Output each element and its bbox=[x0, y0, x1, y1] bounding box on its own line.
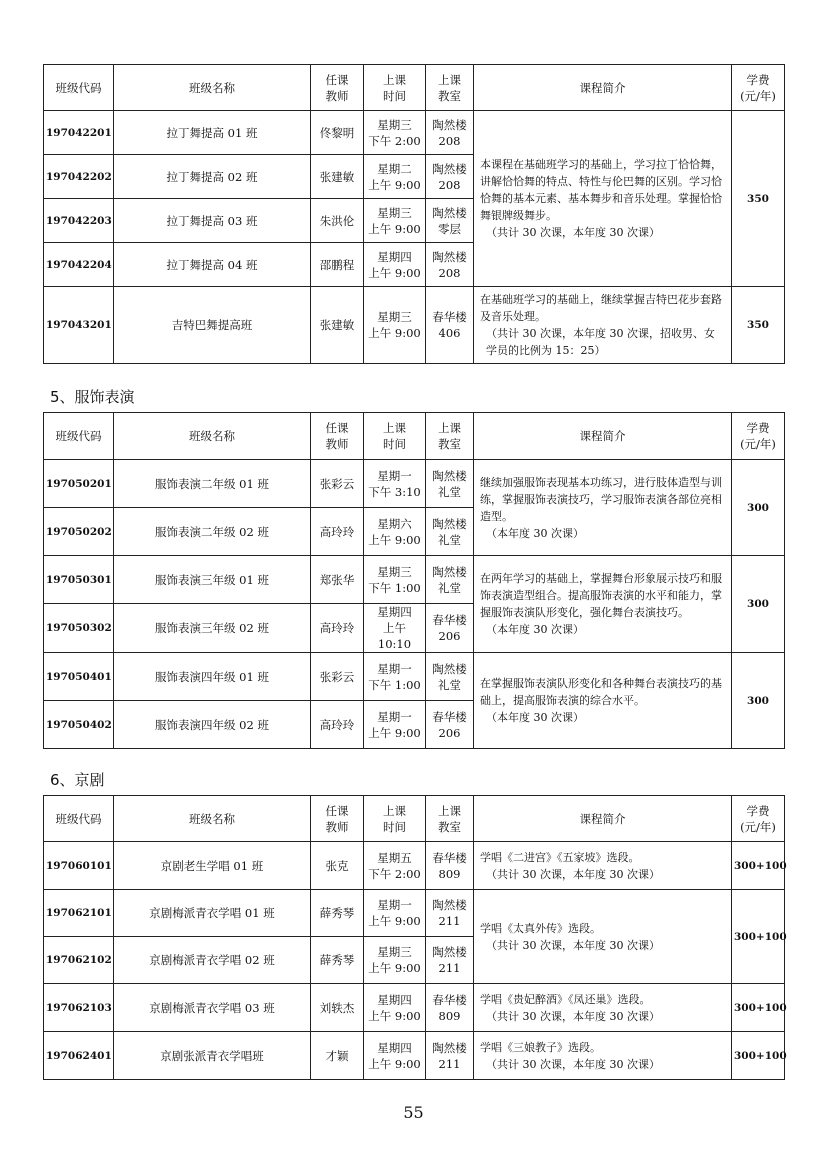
class-name: 京剧老生学唱 01 班 bbox=[114, 842, 311, 890]
tuition-fee: 350 bbox=[732, 111, 785, 287]
table-header-row bbox=[44, 413, 785, 460]
class-code: 197050302 bbox=[44, 604, 114, 653]
class-name: 服饰表演四年级 02 班 bbox=[114, 701, 311, 749]
class-code: 197050301 bbox=[44, 556, 114, 604]
teacher: 薛秀琴 bbox=[311, 937, 364, 984]
course-intro-note: （共计 30 次课，本年度 30 次课） bbox=[486, 867, 660, 881]
class-code: 197043201 bbox=[44, 287, 114, 364]
class-name: 京剧梅派青衣学唱 01 班 bbox=[114, 890, 311, 937]
class-code: 197042202 bbox=[44, 155, 114, 199]
class-name: 服饰表演三年级 01 班 bbox=[114, 556, 311, 604]
class-code: 197050402 bbox=[44, 701, 114, 749]
class-code: 197062101 bbox=[44, 890, 114, 937]
section-title-peking-opera: 6、京剧 bbox=[50, 771, 105, 789]
course-intro-text: 在两年学习的基础上，掌握舞台形象展示技巧和服饰表演造型组合。提高服饰表演的水平和能力，掌握服饰表演队形变化，强化舞台表演技巧。 bbox=[480, 572, 722, 619]
header-fee: 学费 (元/年) bbox=[732, 796, 785, 842]
course-intro bbox=[474, 842, 732, 890]
class-time: 星期六 上午 9:00 bbox=[364, 508, 426, 556]
course-table-peking-opera bbox=[43, 795, 785, 1080]
tuition-fee: 300 bbox=[732, 653, 785, 749]
class-time: 星期三 下午 2:00 bbox=[364, 111, 426, 155]
class-time: 星期一 上午 9:00 bbox=[364, 890, 426, 937]
header-intro: 课程简介 bbox=[474, 65, 732, 111]
classroom: 陶然楼 208 bbox=[426, 111, 474, 155]
class-name: 拉丁舞提高 03 班 bbox=[114, 199, 311, 243]
classroom: 陶然楼 礼堂 bbox=[426, 460, 474, 508]
course-intro-text: 在掌握服饰表演队形变化和各种舞台表演技巧的基础上，提高服饰表演的综合水平。 bbox=[480, 677, 722, 707]
class-name: 京剧梅派青衣学唱 03 班 bbox=[114, 984, 311, 1032]
teacher: 高玲玲 bbox=[311, 701, 364, 749]
class-code: 197042203 bbox=[44, 199, 114, 243]
class-code: 197062102 bbox=[44, 937, 114, 984]
classroom: 春华楼 406 bbox=[426, 287, 474, 364]
course-intro bbox=[474, 556, 732, 653]
tuition-fee: 300 bbox=[732, 556, 785, 653]
class-time: 星期四 上午 9:00 bbox=[364, 984, 426, 1032]
course-table-fashion bbox=[43, 412, 785, 749]
course-intro-note: （共计 30 次课，本年度 30 次课） bbox=[486, 226, 660, 239]
class-name: 服饰表演二年级 02 班 bbox=[114, 508, 311, 556]
header-fee: 学费 (元/年) bbox=[732, 413, 785, 460]
class-time: 星期四 上午 9:00 bbox=[364, 1032, 426, 1080]
page-number: 55 bbox=[403, 1103, 424, 1122]
classroom: 春华楼 206 bbox=[426, 701, 474, 749]
class-code: 197042201 bbox=[44, 111, 114, 155]
teacher: 张建敏 bbox=[311, 287, 364, 364]
header-name: 班级名称 bbox=[114, 796, 311, 842]
header-room: 上课 教室 bbox=[426, 796, 474, 842]
class-time: 星期四 上午 10:10 bbox=[364, 604, 426, 653]
class-name: 服饰表演二年级 01 班 bbox=[114, 460, 311, 508]
course-intro bbox=[474, 653, 732, 749]
course-intro-text: 本课程在基础班学习的基础上，学习拉丁恰恰舞，讲解恰恰舞的特点、特性与伦巴舞的区别。学习恰恰舞的基本元素、基本舞步和音乐处理。掌握恰恰舞银牌级舞步。 bbox=[480, 158, 722, 222]
teacher: 薛秀琴 bbox=[311, 890, 364, 937]
course-intro-text: 继续加强服饰表现基本功练习，进行肢体造型与训练，掌握服饰表演技巧，学习服饰表演各部位亮相造型。 bbox=[480, 475, 722, 523]
class-time: 星期一 下午 3:10 bbox=[364, 460, 426, 508]
table-header-row bbox=[44, 796, 785, 842]
classroom: 陶然楼 211 bbox=[426, 937, 474, 984]
teacher: 佟黎明 bbox=[311, 111, 364, 155]
header-name: 班级名称 bbox=[114, 413, 311, 460]
tuition-fee: 300+100 bbox=[732, 842, 785, 890]
table-row bbox=[44, 1032, 785, 1080]
class-name: 吉特巴舞提高班 bbox=[114, 287, 311, 364]
table-row bbox=[44, 890, 785, 937]
class-code: 197062401 bbox=[44, 1032, 114, 1080]
course-intro bbox=[474, 890, 732, 984]
teacher: 高玲玲 bbox=[311, 508, 364, 556]
course-intro-text: 学唱《贵妃醉酒》《凤还巢》选段。 bbox=[480, 992, 651, 1006]
classroom: 陶然楼 208 bbox=[426, 155, 474, 199]
course-intro-note: （共计 30 次课，本年度 30 次课） bbox=[486, 938, 660, 952]
course-intro-note: （共计 30 次课，本年度 30 次课，招收男、女学员的比例为 15：25） bbox=[486, 327, 715, 357]
header-time: 上课 时间 bbox=[364, 65, 426, 111]
teacher: 张彩云 bbox=[311, 460, 364, 508]
teacher: 郑张华 bbox=[311, 556, 364, 604]
class-name: 京剧张派青衣学唱班 bbox=[114, 1032, 311, 1080]
class-time: 星期一 下午 1:00 bbox=[364, 653, 426, 701]
class-time: 星期三 上午 9:00 bbox=[364, 287, 426, 364]
class-code: 197050201 bbox=[44, 460, 114, 508]
course-intro bbox=[474, 460, 732, 556]
course-intro-note: （本年度 30 次课） bbox=[486, 623, 584, 636]
course-intro bbox=[474, 287, 732, 364]
course-intro-note: （本年度 30 次课） bbox=[486, 526, 584, 540]
class-name: 京剧梅派青衣学唱 02 班 bbox=[114, 937, 311, 984]
table-row bbox=[44, 111, 785, 155]
course-intro-text: 学唱《太真外传》选段。 bbox=[480, 921, 601, 935]
header-time: 上课 时间 bbox=[364, 413, 426, 460]
header-name: 班级名称 bbox=[114, 65, 311, 111]
class-time: 星期一 上午 9:00 bbox=[364, 701, 426, 749]
table-row bbox=[44, 556, 785, 604]
course-intro-note: （共计 30 次课，本年度 30 次课） bbox=[486, 1057, 660, 1071]
class-time: 星期二 上午 9:00 bbox=[364, 155, 426, 199]
tuition-fee: 300+100 bbox=[732, 1032, 785, 1080]
course-intro bbox=[474, 111, 732, 287]
table-row bbox=[44, 287, 785, 364]
tuition-fee: 300+100 bbox=[732, 890, 785, 984]
teacher: 才颖 bbox=[311, 1032, 364, 1080]
class-time: 星期三 上午 9:00 bbox=[364, 199, 426, 243]
teacher: 张克 bbox=[311, 842, 364, 890]
table-header-row bbox=[44, 65, 785, 111]
class-code: 197062103 bbox=[44, 984, 114, 1032]
tuition-fee: 350 bbox=[732, 287, 785, 364]
teacher: 刘轶杰 bbox=[311, 984, 364, 1032]
header-room: 上课 教室 bbox=[426, 65, 474, 111]
class-code: 197042204 bbox=[44, 243, 114, 287]
classroom: 陶然楼 礼堂 bbox=[426, 508, 474, 556]
header-code: 班级代码 bbox=[44, 796, 114, 842]
classroom: 陶然楼 礼堂 bbox=[426, 556, 474, 604]
class-time: 星期三 下午 1:00 bbox=[364, 556, 426, 604]
classroom: 陶然楼 零层 bbox=[426, 199, 474, 243]
table-row bbox=[44, 984, 785, 1032]
class-code: 197050401 bbox=[44, 653, 114, 701]
classroom: 陶然楼 礼堂 bbox=[426, 653, 474, 701]
header-intro: 课程简介 bbox=[474, 413, 732, 460]
classroom: 春华楼 206 bbox=[426, 604, 474, 653]
classroom: 陶然楼 211 bbox=[426, 890, 474, 937]
class-name: 服饰表演四年级 01 班 bbox=[114, 653, 311, 701]
course-intro bbox=[474, 1032, 732, 1080]
class-time: 星期四 上午 9:00 bbox=[364, 243, 426, 287]
class-name: 拉丁舞提高 01 班 bbox=[114, 111, 311, 155]
header-teacher: 任课 教师 bbox=[311, 796, 364, 842]
class-name: 拉丁舞提高 04 班 bbox=[114, 243, 311, 287]
course-intro-note: （共计 30 次课，本年度 30 次课） bbox=[486, 1009, 660, 1023]
teacher: 朱洪伦 bbox=[311, 199, 364, 243]
tuition-fee: 300+100 bbox=[732, 984, 785, 1032]
class-name: 拉丁舞提高 02 班 bbox=[114, 155, 311, 199]
teacher: 张建敏 bbox=[311, 155, 364, 199]
teacher: 张彩云 bbox=[311, 653, 364, 701]
header-code: 班级代码 bbox=[44, 413, 114, 460]
course-intro bbox=[474, 984, 732, 1032]
teacher: 邵鹏程 bbox=[311, 243, 364, 287]
class-code: 197050202 bbox=[44, 508, 114, 556]
section-title-fashion: 5、服饰表演 bbox=[50, 388, 135, 406]
class-time: 星期三 上午 9:00 bbox=[364, 937, 426, 984]
course-intro-note: （本年度 30 次课） bbox=[486, 711, 584, 724]
tuition-fee: 300 bbox=[732, 460, 785, 556]
table-row bbox=[44, 842, 785, 890]
class-code: 197060101 bbox=[44, 842, 114, 890]
teacher: 高玲玲 bbox=[311, 604, 364, 653]
header-time: 上课 时间 bbox=[364, 796, 426, 842]
course-table-latin bbox=[43, 64, 785, 364]
class-time: 星期五 下午 2:00 bbox=[364, 842, 426, 890]
header-teacher: 任课 教师 bbox=[311, 413, 364, 460]
course-intro-text: 学唱《三娘教子》选段。 bbox=[480, 1040, 601, 1054]
header-room: 上课 教室 bbox=[426, 413, 474, 460]
classroom: 陶然楼 211 bbox=[426, 1032, 474, 1080]
header-teacher: 任课 教师 bbox=[311, 65, 364, 111]
course-intro-text: 在基础班学习的基础上，继续掌握吉特巴花步套路及音乐处理。 bbox=[480, 293, 722, 323]
course-intro-text: 学唱《二进宫》《五家坡》选段。 bbox=[480, 850, 640, 864]
classroom: 陶然楼 208 bbox=[426, 243, 474, 287]
class-name: 服饰表演三年级 02 班 bbox=[114, 604, 311, 653]
classroom: 春华楼 809 bbox=[426, 984, 474, 1032]
table-row bbox=[44, 653, 785, 701]
header-fee: 学费 (元/年) bbox=[732, 65, 785, 111]
table-row bbox=[44, 460, 785, 508]
header-intro: 课程简介 bbox=[474, 796, 732, 842]
header-code: 班级代码 bbox=[44, 65, 114, 111]
classroom: 春华楼 809 bbox=[426, 842, 474, 890]
